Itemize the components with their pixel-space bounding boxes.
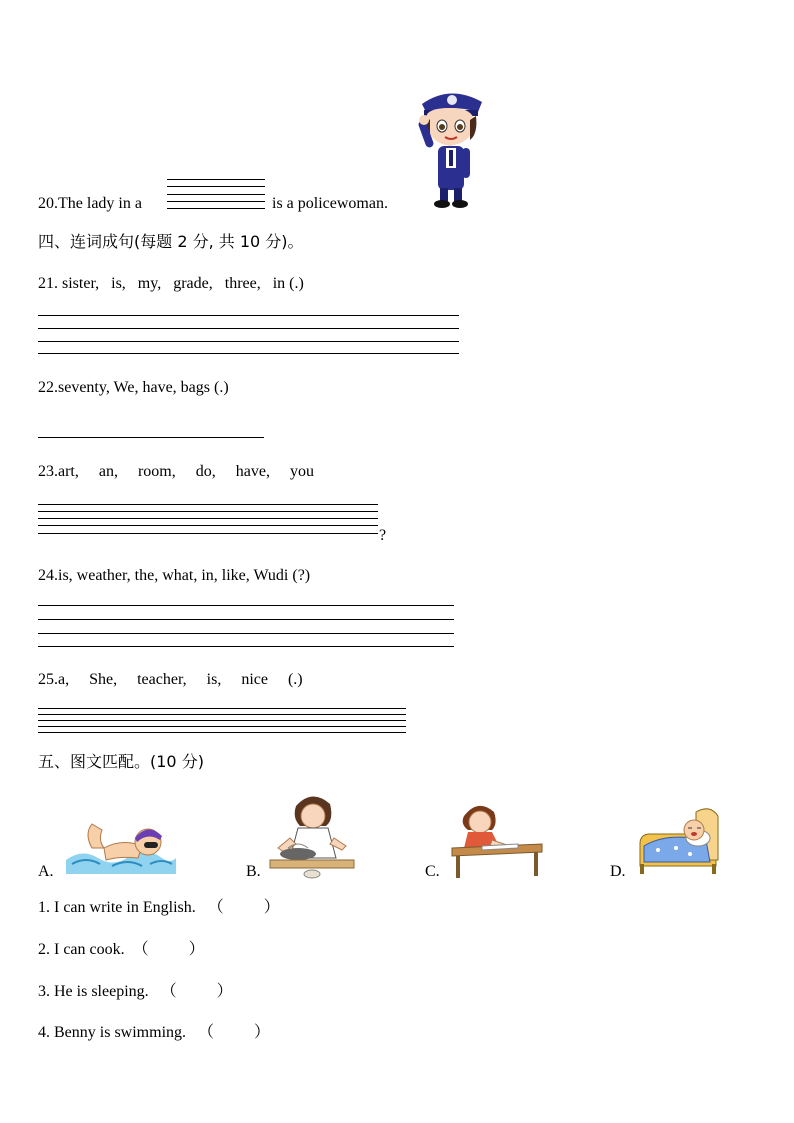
answer-line xyxy=(38,605,454,606)
policewoman-icon xyxy=(412,82,488,210)
picture-label-a: A. xyxy=(38,863,54,880)
picture-label-d: D. xyxy=(610,863,626,880)
answer-line xyxy=(38,353,459,354)
answer-line xyxy=(38,708,406,709)
answer-line xyxy=(38,646,454,647)
question-20-text-after: is a policewoman. xyxy=(272,195,388,212)
picture-label-b: B. xyxy=(246,863,261,880)
question-23-text: 23.art, an, room, do, have, you xyxy=(38,463,314,480)
answer-line xyxy=(38,714,406,715)
picture-label-c: C. xyxy=(425,863,440,880)
answer-line xyxy=(167,186,265,187)
answer-line xyxy=(167,208,265,209)
match-item: 1. I can write in English. （ ） xyxy=(38,899,280,916)
question-21-text: 21. sister, is, my, grade, three, in (.) xyxy=(38,275,304,292)
sleeping-child-icon xyxy=(636,804,722,876)
swimming-boy-icon xyxy=(62,808,178,878)
answer-line xyxy=(38,533,378,534)
answer-line xyxy=(38,341,459,342)
answer-line xyxy=(167,194,265,195)
answer-line xyxy=(38,720,406,721)
answer-line xyxy=(167,201,265,202)
question-22-text: 22.seventy, We, have, bags (.) xyxy=(38,379,229,396)
answer-line xyxy=(38,518,378,519)
answer-line xyxy=(38,726,406,727)
answer-line xyxy=(38,437,264,438)
answer-line xyxy=(38,328,459,329)
match-item: 4. Benny is swimming. （ ） xyxy=(38,1024,271,1041)
match-item: 2. I can cook. （ ） xyxy=(38,941,205,958)
question-25-text: 25.a, She, teacher, is, nice (.) xyxy=(38,671,303,688)
match-item: 3. He is sleeping. （ ） xyxy=(38,983,233,1000)
cooking-woman-icon xyxy=(268,790,356,882)
answer-line xyxy=(38,504,378,505)
answer-line xyxy=(167,179,265,180)
writing-girl-icon xyxy=(448,798,544,880)
answer-line xyxy=(38,619,454,620)
section-4-heading: 四、连词成句(每题 2 分, 共 10 分)。 xyxy=(38,232,304,251)
answer-line xyxy=(38,633,454,634)
answer-line xyxy=(38,525,378,526)
answer-line xyxy=(38,732,406,733)
section-5-heading: 五、图文匹配。(10 分) xyxy=(38,752,204,771)
answer-line xyxy=(38,315,459,316)
answer-line xyxy=(38,511,378,512)
question-23-end-mark: ? xyxy=(379,527,387,544)
question-24-text: 24.is, weather, the, what, in, like, Wudi (?) xyxy=(38,567,311,584)
question-20-text-before: 20.The lady in a xyxy=(38,195,142,212)
